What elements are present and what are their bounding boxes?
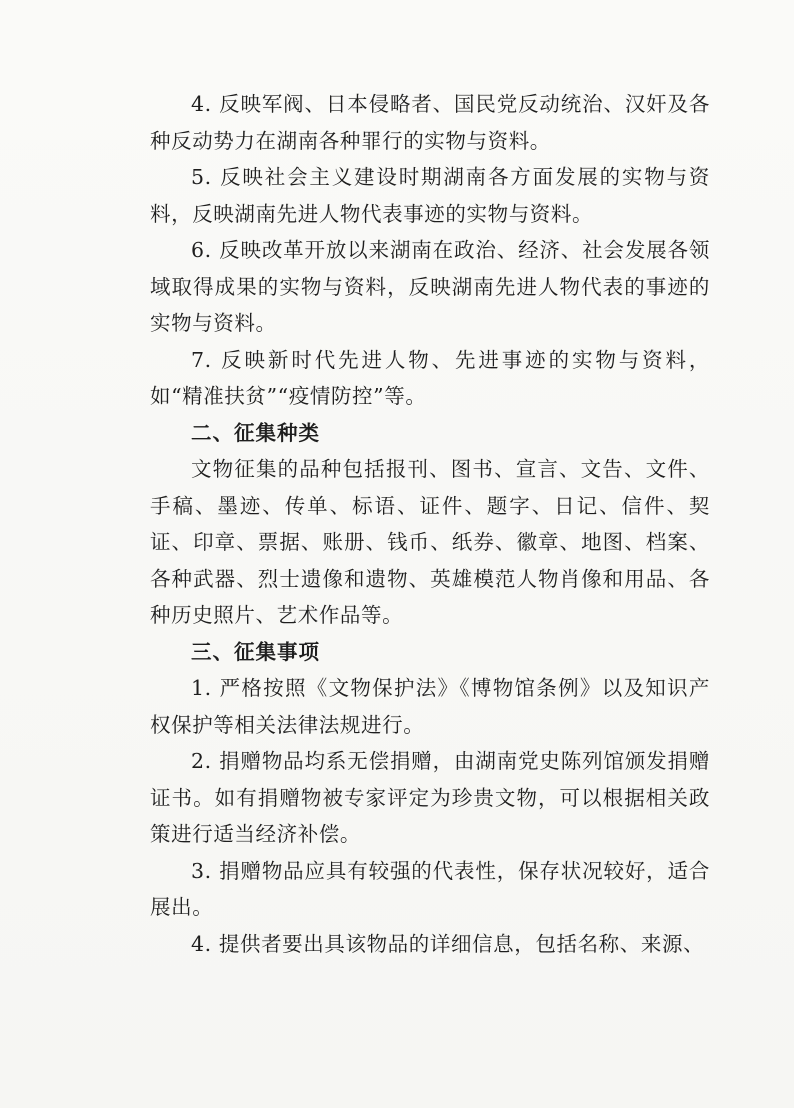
paragraph-matter-1: 1. 严格按照《文物保护法》《博物馆条例》以及知识产权保护等相关法律法规进行。 — [150, 676, 710, 737]
paragraph-item-6: 6. 反映改革开放以来湖南在政治、经济、社会发展各领域取得成果的实物与资料，反映湖南先进人物代表的事迹的实物与资料。 — [150, 238, 710, 335]
paragraph-matter-4: 4. 提供者要出具该物品的详细信息，包括名称、来源、 — [191, 931, 705, 956]
section-heading-matters: 三、征集事项 — [191, 639, 320, 664]
paragraph-item-7: 7. 反映新时代先进人物、先进事迹的实物与资料，如“精准扶贫”“疫情防控”等。 — [150, 347, 710, 408]
paragraph-categories: 文物征集的品种包括报刊、图书、宣言、文告、文件、手稿、墨迹、传单、标语、证件、题字、日记、信件、契证、印章、票据、账册、钱币、纸券、徽章、地图、档案、各种武器、烈士遗像和遗物、英雄模范人物肖像和用品、各种历史照片、艺术作品等。 — [150, 457, 710, 627]
paragraph-item-5: 5. 反映社会主义建设时期湖南各方面发展的实物与资料，反映湖南先进人物代表事迹的实物与资料。 — [150, 165, 710, 226]
document-body — [150, 86, 710, 962]
section-heading-categories: 二、征集种类 — [191, 420, 320, 445]
paragraph-matter-3: 3. 捐赠物品应具有较强的代表性，保存状况较好，适合展出。 — [150, 858, 710, 919]
paragraph-item-4: 4. 反映军阀、日本侵略者、国民党反动统治、汉奸及各种反动势力在湖南各种罪行的实物与资料。 — [150, 92, 710, 153]
paragraph-matter-2: 2. 捐赠物品均系无偿捐赠，由湖南党史陈列馆颁发捐赠证书。如有捐赠物被专家评定为珍贵文物，可以根据相关政策进行适当经济补偿。 — [150, 749, 710, 846]
